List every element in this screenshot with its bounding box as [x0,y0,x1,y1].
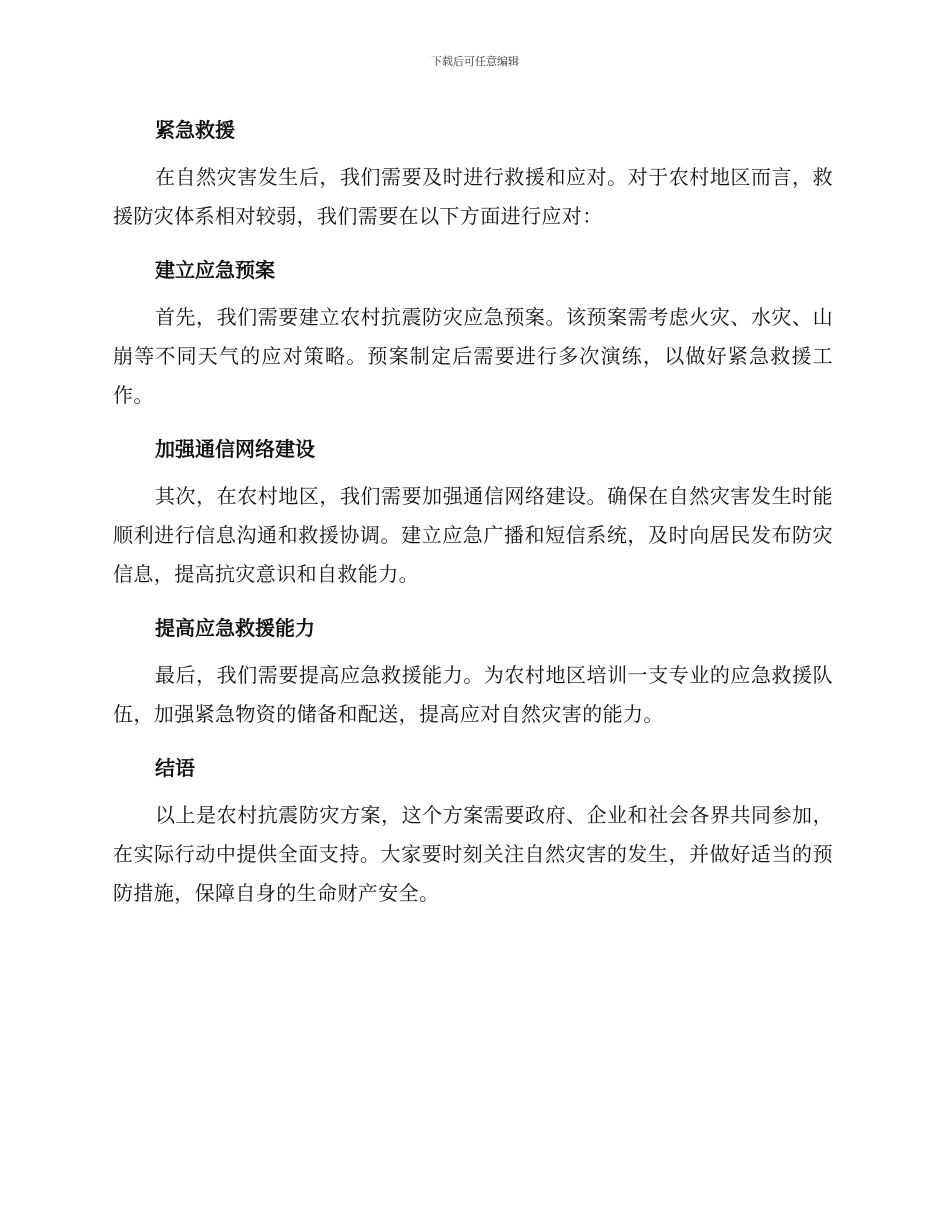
section-heading-emergency-plan: 建立应急预案 [155,258,275,282]
section-paragraph-communication-network: 其次，在农村地区，我们需要加强通信网络建设。确保在自然灾害发生时能顺利进行信息沟通和救援协调。建立应急广播和短信系统，及时向居民发布防灾信息，提高抗灾意识和自救能力。 [113,484,833,586]
section-heading-rescue-capability: 提高应急救援能力 [155,616,315,640]
section-paragraph-rescue-capability: 最后，我们需要提高应急救援能力。为农村地区培训一支专业的应急救援队伍，加强紧急物资的储备和配送，提高应对自然灾害的能力。 [113,663,833,726]
document-body [113,106,833,923]
section-heading-communication-network: 加强通信网络建设 [155,437,315,461]
section-paragraph-emergency-rescue: 在自然灾害发生后，我们需要及时进行救援和应对。对于农村地区而言，救援防灾体系相对较弱，我们需要在以下方面进行应对： [113,165,833,228]
section-heading-emergency-rescue: 紧急救援 [155,118,235,142]
header-note: 下载后可任意编辑 [431,55,519,68]
section-paragraph-emergency-plan: 首先，我们需要建立农村抗震防灾应急预案。该预案需考虑火灾、水灾、山崩等不同天气的应对策略。预案制定后需要进行多次演练，以做好紧急救援工作。 [113,305,833,407]
section-paragraph-conclusion: 以上是农村抗震防灾方案，这个方案需要政府、企业和社会各界共同参加，在实际行动中提供全面支持。大家要时刻关注自然灾害的发生，并做好适当的预防措施，保障自身的生命财产安全。 [113,803,833,905]
section-heading-conclusion: 结语 [155,756,195,780]
